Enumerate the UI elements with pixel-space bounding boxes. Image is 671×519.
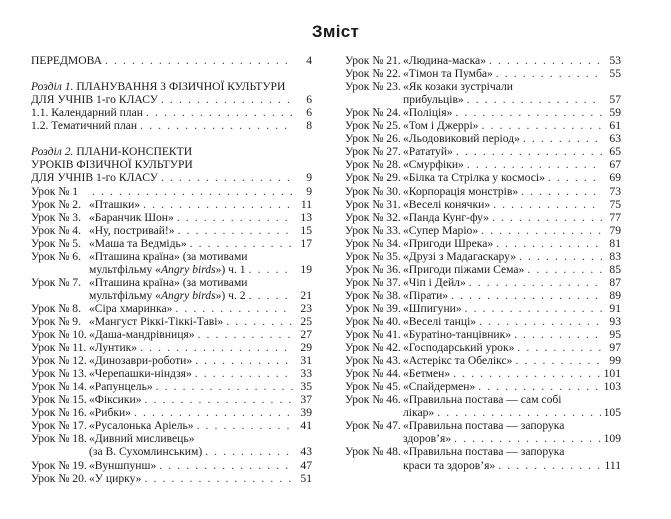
toc-page-number: 23 [300, 301, 312, 315]
lesson-title: «Веселі танці» [403, 314, 477, 328]
dot-leader [519, 250, 602, 263]
section-heading-1-end [31, 93, 312, 106]
lesson-title: «Рибки» [89, 406, 131, 420]
lesson-label: Урок № 33. [345, 223, 401, 237]
toc-page-number: 51 [300, 471, 312, 485]
toc-entry-text: 1.1. Календарний план [31, 106, 143, 120]
lesson-label: Урок № 44. [345, 367, 401, 381]
lesson-title: «Людина-маска» [403, 54, 486, 68]
section-heading-1 [31, 80, 312, 93]
spacer [31, 67, 312, 80]
toc-page-number: 21 [300, 288, 312, 302]
dot-leader [453, 367, 600, 380]
lesson-label: Урок № 22. [345, 67, 401, 81]
lesson-label: Урок № 30. [345, 184, 401, 198]
lesson-label: Урок № 1 [31, 184, 79, 198]
toc-page-number: 83 [609, 249, 621, 263]
section-heading-2-line [31, 158, 312, 171]
dot-leader [514, 328, 602, 341]
lesson-label: Урок № 18. [31, 432, 87, 446]
lesson-label: Урок № 29. [345, 171, 401, 185]
toc-lesson-entry [345, 80, 621, 93]
lesson-label: Урок № 32. [345, 210, 401, 224]
section-label: Розділ 1. [31, 80, 74, 94]
dot-leader [455, 106, 602, 119]
toc-page-number: 105 [603, 406, 621, 420]
lesson-label: Урок № 42. [345, 341, 401, 355]
dot-leader [144, 472, 293, 485]
toc-page-number: 97 [609, 341, 621, 355]
lesson-title: «Даша-мандрівниця» [89, 328, 195, 342]
dot-leader [515, 354, 602, 367]
toc-page-number: 75 [609, 197, 621, 211]
spacer [31, 132, 312, 145]
lesson-title: «Рататуй» [403, 145, 453, 159]
dot-leader [143, 198, 293, 211]
dot-leader [517, 341, 602, 354]
lesson-label: Урок № 41. [345, 328, 401, 342]
toc-page-number: 109 [603, 432, 621, 446]
lesson-title: «Астерікс та Обелікс» [403, 354, 513, 368]
dot-leader [105, 54, 293, 67]
lesson-label: Урок № 31. [345, 197, 401, 211]
dot-leader [493, 198, 602, 211]
lesson-title: «Корпорація монстрів» [403, 184, 519, 198]
lesson-title: «Сіра хмаринка» [89, 301, 173, 315]
toc-lesson-entry [345, 211, 621, 224]
toc-lesson-entry [345, 184, 621, 197]
lesson-title: «Правильна постава — сам собі [403, 393, 562, 407]
toc-lesson-entry [345, 393, 621, 406]
dot-leader [134, 406, 293, 419]
toc-lesson-entry [31, 302, 312, 315]
toc-lesson-entry [345, 54, 621, 67]
lesson-title: «Спайдермен» [403, 380, 476, 394]
dot-leader [161, 171, 293, 184]
toc-lesson-entry [345, 315, 621, 328]
toc-entry-text: ПЕРЕДМОВА [31, 54, 102, 68]
section-title-line: ДЛЯ УЧНІВ 1-го КЛАСУ [31, 171, 159, 185]
page-title: Зміст [311, 22, 360, 41]
lesson-label: Урок № 6. [31, 249, 81, 263]
toc-page-number: 101 [603, 367, 621, 381]
toc-page-number: 95 [609, 328, 621, 342]
lesson-label: Урок № 16. [31, 406, 87, 420]
dot-leader [465, 302, 602, 315]
toc-page-number: 89 [609, 288, 621, 302]
toc-page-number: 79 [609, 223, 621, 237]
toc-page-number: 41 [300, 419, 312, 433]
toc-page-number: 59 [609, 106, 621, 120]
dot-leader [177, 211, 293, 224]
toc-lesson-entry [31, 237, 312, 250]
toc-lesson-entry [345, 367, 621, 380]
lesson-label: Урок № 12. [31, 354, 87, 368]
lesson-title: «Панда Кунг-фу» [403, 210, 490, 224]
lesson-title: «Ну, постривай!» [89, 223, 175, 237]
dot-leader [195, 367, 293, 380]
lesson-label: Урок № 4. [31, 223, 81, 237]
toc-page-number: 13 [300, 210, 312, 224]
lesson-label: Урок № 48. [345, 445, 401, 459]
lesson-title: «Пташина країна» (за мотивами [89, 249, 248, 263]
lesson-label: Урок № 28. [345, 158, 401, 172]
lesson-label: Урок № 46. [345, 393, 401, 407]
toc-entry [31, 106, 312, 119]
toc-page-number: 87 [609, 275, 621, 289]
dot-leader [140, 119, 293, 132]
toc-lesson-entry [345, 145, 621, 158]
toc-lesson-entry [31, 354, 312, 367]
dot-leader [178, 224, 293, 237]
toc-lesson-entry [31, 341, 312, 354]
lesson-title: «У цирку» [89, 471, 142, 485]
section-label: Розділ 2. [31, 145, 74, 159]
lesson-label: Урок № 7. [31, 275, 81, 289]
toc-lesson-entry [31, 406, 312, 419]
dot-leader [481, 119, 602, 132]
lesson-label: Урок № 13. [31, 367, 87, 381]
toc-lesson-entry [31, 328, 312, 341]
lesson-title: «Маша та Ведмідь» [89, 236, 187, 250]
toc-lesson-entry [345, 67, 621, 80]
lesson-label: Урок № 14. [31, 380, 87, 394]
toc-lesson-entry [345, 341, 621, 354]
toc-page-number: 63 [609, 132, 621, 146]
toc-lesson-entry [31, 380, 312, 393]
lesson-title: «Баранчик Шон» [89, 210, 174, 224]
lesson-label: Урок № 5. [31, 236, 81, 250]
toc-lesson-entry [345, 289, 621, 302]
dot-leader [437, 406, 600, 419]
dot-leader [469, 276, 602, 289]
dot-leader [479, 315, 602, 328]
dot-leader [161, 93, 293, 106]
lesson-label: Урок № 15. [31, 393, 87, 407]
lesson-title: «Льодовиковий період» [403, 132, 520, 146]
toc-lesson-entry-continuation [345, 406, 621, 419]
section-heading-2-end [31, 171, 312, 184]
lesson-title: «Том і Джеррі» [403, 119, 479, 133]
toc-page-number: 55 [609, 67, 621, 81]
toc-lesson-entry [31, 393, 312, 406]
toc-lesson-entry [345, 198, 621, 211]
dot-leader [456, 145, 602, 158]
dot-leader [498, 459, 601, 472]
toc-page-number: 37 [300, 393, 312, 407]
lesson-label: Урок № 38. [345, 288, 401, 302]
toc-page-number: 69 [609, 171, 621, 185]
lesson-title: «Буратіно-танцівник» [403, 328, 512, 342]
dot-leader [249, 289, 293, 302]
toc-left-column [31, 54, 312, 485]
dot-leader [195, 354, 293, 367]
toc-page-number: 17 [300, 236, 312, 250]
dot-leader [478, 380, 600, 393]
toc-page-number: 27 [300, 328, 312, 342]
toc-lesson-entry [31, 198, 312, 211]
toc-page-number: 99 [609, 354, 621, 368]
dot-leader [521, 185, 602, 198]
toc-lesson-entry [345, 380, 621, 393]
lesson-title: «Фіксики» [89, 393, 142, 407]
dot-leader [156, 380, 293, 393]
lesson-label: Урок № 19. [31, 458, 87, 472]
dot-leader [489, 54, 602, 67]
lesson-title: «Шпигуни» [403, 301, 462, 315]
toc-page-number: 31 [300, 354, 312, 368]
toc-right-column [345, 54, 621, 472]
toc-lesson-entry-continuation [345, 93, 621, 106]
dot-leader [496, 67, 602, 80]
toc-lesson-entry-continuation [31, 289, 312, 302]
toc-lesson-entry [31, 315, 312, 328]
lesson-label: Урок № 37. [345, 275, 401, 289]
lesson-label: Урок № 9. [31, 314, 81, 328]
lesson-title: «Рапунцель» [89, 380, 153, 394]
toc-entry [31, 119, 312, 132]
toc-page-number: 9 [306, 171, 312, 185]
dot-leader [145, 393, 293, 406]
toc-entry-preface [31, 54, 312, 67]
lesson-title: «Мангуст Ріккі-Тіккі-Таві» [89, 314, 224, 328]
toc-page-number: 73 [609, 184, 621, 198]
dot-leader [92, 185, 293, 198]
toc-page-number: 4 [306, 54, 312, 68]
dot-leader [467, 93, 602, 106]
dot-leader [198, 328, 293, 341]
toc-lesson-entry [345, 354, 621, 367]
dot-leader [527, 263, 602, 276]
toc-lesson-entry [31, 250, 312, 263]
dot-leader [190, 237, 293, 250]
toc-lesson-entry [31, 276, 312, 289]
lesson-label: Урок № 40. [345, 314, 401, 328]
dot-leader [467, 158, 602, 171]
lesson-title: «Пригоди Шрека» [403, 236, 494, 250]
lesson-title: «Бетмен» [403, 367, 451, 381]
toc-lesson-entry [345, 419, 621, 432]
toc-lesson-entry [345, 276, 621, 289]
toc-lesson-entry [31, 458, 312, 471]
lesson-label: Урок № 11. [31, 341, 87, 355]
toc-entry-text: 1.2. Тематичний план [31, 119, 138, 133]
lesson-label: Урок № 3. [31, 210, 81, 224]
toc-page-number: 65 [609, 145, 621, 159]
lesson-title-continuation: мультфільму «Angry birds») ч. 1 [89, 262, 246, 276]
lesson-title: «Лунтик» [89, 341, 138, 355]
toc-lesson-entry [345, 237, 621, 250]
toc-lesson-entry [31, 367, 312, 380]
lesson-label: Урок № 47. [345, 419, 401, 433]
toc-page-number: 47 [300, 458, 312, 472]
toc-page-number: 33 [300, 367, 312, 381]
dot-leader [197, 419, 293, 432]
toc-lesson-entry [345, 263, 621, 276]
lesson-label: Урок № 36. [345, 262, 401, 276]
dot-leader [548, 171, 602, 184]
lesson-title: «Господарський урок» [403, 341, 515, 355]
toc-page-number: 111 [604, 458, 621, 472]
toc-lesson-entry-continuation [31, 445, 312, 458]
toc-page-number: 67 [609, 158, 621, 172]
lesson-title: «Пірати» [403, 288, 449, 302]
toc-page-number: 29 [300, 341, 312, 355]
toc-page-number: 77 [609, 210, 621, 224]
toc-lesson-entry-continuation [345, 432, 621, 445]
lesson-title: «Правильна постава — запорука [403, 445, 565, 459]
lesson-title: «Динозаври-роботи» [89, 354, 193, 368]
section-heading-2 [31, 145, 312, 158]
dot-leader [496, 237, 602, 250]
dot-leader [454, 432, 600, 445]
section-title-line: ДЛЯ УЧНІВ 1-го КЛАСУ [31, 93, 159, 107]
lesson-label: Урок № 8. [31, 301, 81, 315]
lesson-title: «Дивний мисливець» [89, 432, 195, 446]
lesson-title-continuation: лікар» [403, 406, 435, 420]
lesson-label: Урок № 39. [345, 301, 401, 315]
lesson-label: Урок № 23. [345, 80, 401, 94]
section-title-line: ПЛАНУВАННЯ З ФІЗИЧНОЇ КУЛЬТУРИ [76, 80, 286, 94]
lesson-label: Урок № 34. [345, 236, 401, 250]
toc-page-number: 35 [300, 380, 312, 394]
lesson-title: «Пригоди піжами Сема» [403, 262, 525, 276]
dot-leader [159, 459, 293, 472]
toc-page-number: 103 [603, 380, 621, 394]
lesson-title: «Черепашки-ніндзя» [89, 367, 192, 381]
dot-leader [226, 315, 293, 328]
toc-page-number: 6 [306, 106, 312, 120]
toc-lesson-entry [31, 224, 312, 237]
toc-page-number: 19 [300, 262, 312, 276]
toc-page-number: 8 [306, 119, 312, 133]
lesson-title: «Веселі конячки» [403, 197, 491, 211]
lesson-title: «Пташина країна» (за мотивами [89, 275, 248, 289]
dot-leader [492, 211, 602, 224]
toc-lesson-entry [345, 171, 621, 184]
toc-page-number: 61 [609, 119, 621, 133]
lesson-list-right [345, 54, 621, 472]
toc-page-number: 53 [609, 54, 621, 68]
toc-lesson-entry [345, 224, 621, 237]
toc-lesson-entry [31, 432, 312, 445]
toc-lesson-entry [345, 158, 621, 171]
lesson-title-continuation: (за В. Сухомлинським) [89, 445, 203, 459]
toc-lesson-entry [31, 419, 312, 432]
dot-leader [140, 341, 293, 354]
dot-leader [451, 289, 602, 302]
lesson-title-continuation: краси та здоров’я» [403, 458, 496, 472]
dot-leader [146, 106, 293, 119]
lesson-label: Урок № 35. [345, 249, 401, 263]
toc-page-number: 43 [300, 445, 312, 459]
lesson-title-continuation: прибульців» [403, 93, 464, 107]
lesson-label: Урок № 17. [31, 419, 87, 433]
lesson-title: «Смурфіки» [403, 158, 464, 172]
toc-lesson-entry [31, 211, 312, 224]
lesson-list-left [31, 184, 312, 484]
toc-page-number: 57 [609, 93, 621, 107]
lesson-label: Урок № 20. [31, 471, 87, 485]
lesson-label: Урок № 2. [31, 197, 81, 211]
lesson-title: «Вуншпунш» [89, 458, 157, 472]
toc-page-number: 93 [609, 314, 621, 328]
section-title-line: УРОКІВ ФІЗИЧНОЇ КУЛЬТУРИ [31, 158, 193, 172]
lesson-title: «Друзі з Мадагаскару» [403, 249, 516, 263]
lesson-title: «Чіп і Дейл» [403, 275, 466, 289]
lesson-label: Урок № 10. [31, 328, 87, 342]
toc-lesson-entry [345, 328, 621, 341]
toc-lesson-entry [345, 132, 621, 145]
dot-leader [481, 224, 602, 237]
toc-page-number: 81 [609, 236, 621, 250]
lesson-label: Урок № 25. [345, 119, 401, 133]
lesson-title: «Поліція» [403, 106, 453, 120]
section-title-line: ПЛАНИ-КОНСПЕКТИ [76, 145, 193, 159]
toc-page-number: 6 [306, 93, 312, 107]
dot-leader [205, 445, 293, 458]
lesson-title: «Супер Маріо» [403, 223, 479, 237]
lesson-label: Урок № 43. [345, 354, 401, 368]
toc-page-number: 11 [300, 197, 312, 211]
toc-lesson-entry-continuation [31, 263, 312, 276]
lesson-title: «Тімон та Пумба» [403, 67, 493, 81]
lesson-label: Урок № 24. [345, 106, 401, 120]
lesson-label: Урок № 27. [345, 145, 401, 159]
lesson-title: «Правильна постава — запорука [403, 419, 565, 433]
toc-page-number: 15 [300, 223, 312, 237]
lesson-title: «Як козаки зустрічали [403, 80, 513, 94]
toc-page-number: 39 [300, 406, 312, 420]
lesson-title: «Пташки» [89, 197, 141, 211]
toc-page-number: 9 [306, 184, 312, 198]
toc-lesson-entry [31, 184, 312, 197]
toc-lesson-entry [345, 302, 621, 315]
dot-leader [175, 302, 293, 315]
lesson-title: «Білка та Стрілка у космосі» [403, 171, 545, 185]
dot-leader [249, 263, 293, 276]
toc-lesson-entry [345, 445, 621, 458]
toc-lesson-entry [345, 250, 621, 263]
toc-lesson-entry [31, 472, 312, 485]
lesson-title-continuation: мультфільму «Angry birds») ч. 2 [89, 288, 246, 302]
lesson-label: Урок № 45. [345, 380, 401, 394]
dot-leader [523, 132, 602, 145]
toc-lesson-entry-continuation [345, 458, 621, 471]
lesson-title: «Русалонька Аріель» [89, 419, 194, 433]
lesson-title-continuation: здоров’я» [403, 432, 452, 446]
lesson-label: Урок № 21. [345, 54, 401, 68]
toc-page-number: 25 [300, 314, 312, 328]
toc-lesson-entry [345, 119, 621, 132]
lesson-label: Урок № 26. [345, 132, 401, 146]
toc-lesson-entry [345, 106, 621, 119]
toc-page-number: 91 [609, 301, 621, 315]
toc-page-number: 85 [609, 262, 621, 276]
